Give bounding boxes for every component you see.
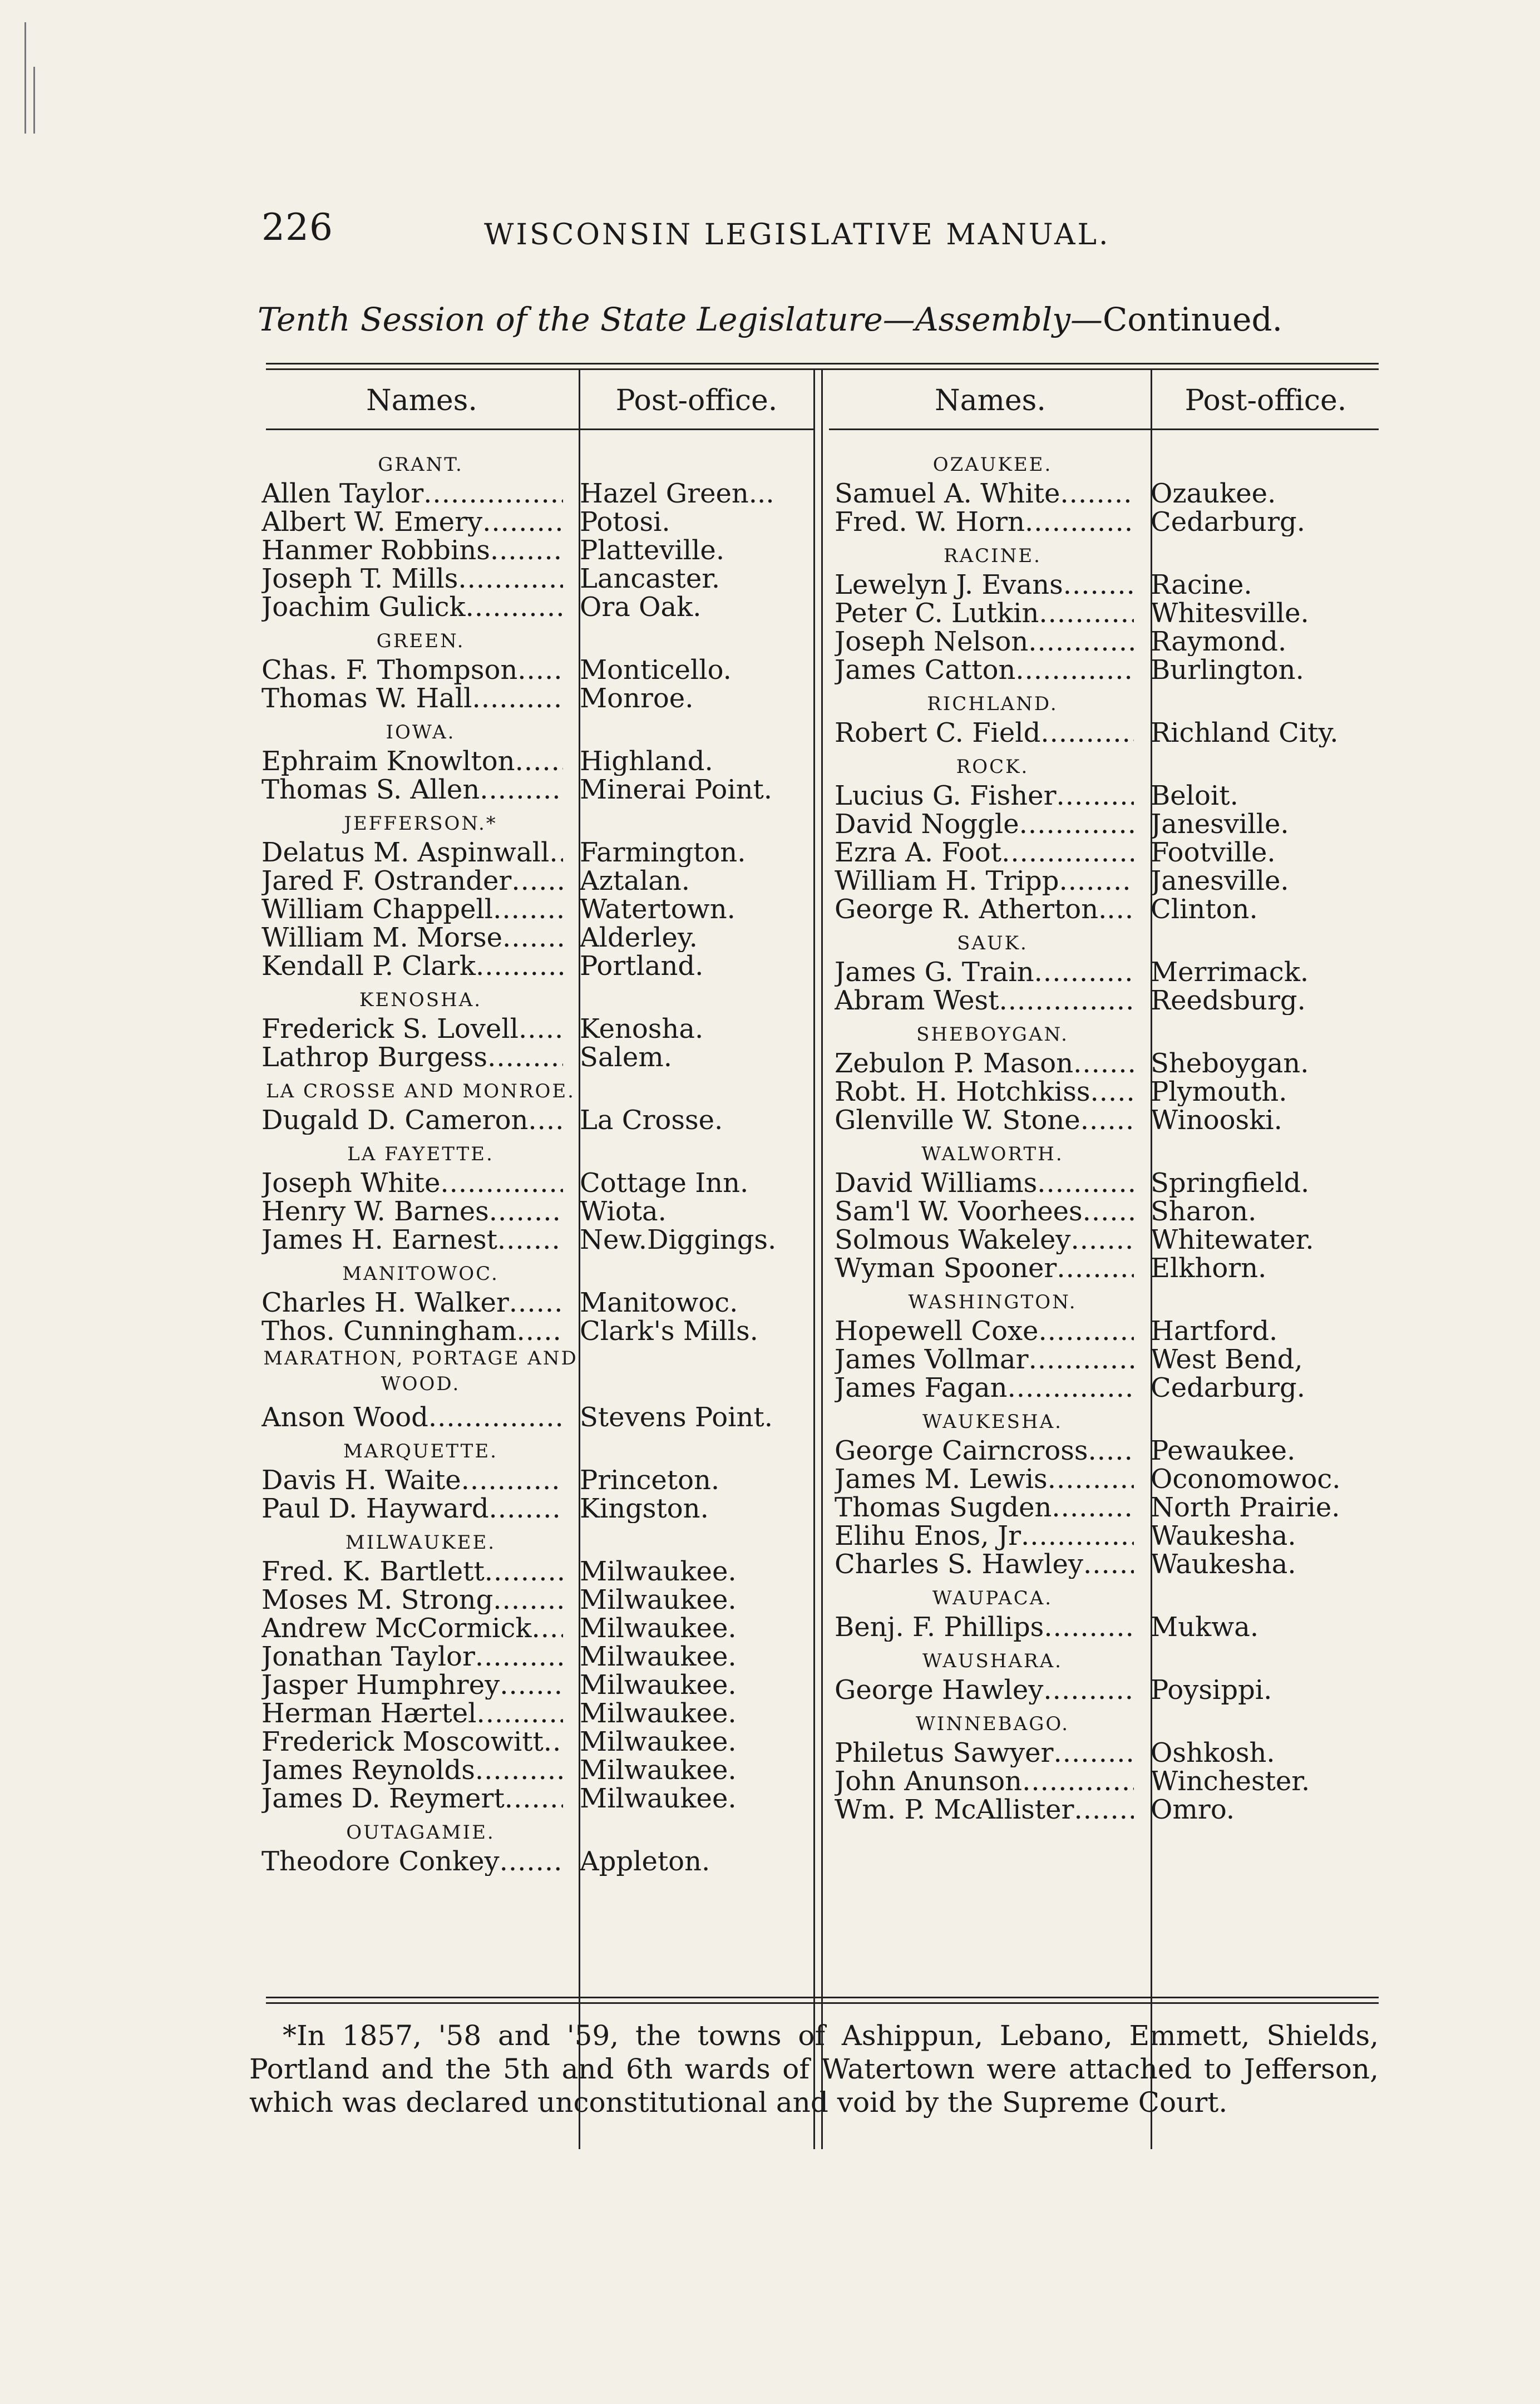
member-name: Glenville W. Stone ..... <box>835 1106 1134 1135</box>
member-name: Peter C. Lutkin ..... <box>835 599 1134 628</box>
table-row <box>261 684 813 713</box>
member-name: George Cairncross ..... <box>835 1437 1134 1465</box>
member-name: Philetus Sawyer ..... <box>835 1739 1134 1767</box>
county-heading: WASHINGTON. <box>908 1291 1077 1313</box>
member-name: Benj. F. Phillips ..... <box>835 1613 1134 1642</box>
member-name: Anson Wood ..... <box>261 1403 563 1432</box>
table-row <box>261 1495 813 1523</box>
member-name: John Anunson ..... <box>835 1767 1134 1796</box>
table-row <box>835 895 1379 924</box>
post-office: Hartford. <box>1151 1317 1278 1346</box>
member-name: Thos. Cunningham ..... <box>261 1317 563 1346</box>
table-row <box>835 1522 1379 1550</box>
post-office: Clark's Mills. <box>580 1317 758 1346</box>
post-office: Oconomowoc. <box>1151 1465 1341 1494</box>
post-office: Monroe. <box>580 684 694 713</box>
county-heading: RACINE. <box>944 545 1042 567</box>
post-office: Burlington. <box>1151 656 1304 684</box>
table-row <box>835 782 1379 810</box>
table-row <box>261 776 813 804</box>
county-heading: SHEBOYGAN. <box>916 1023 1069 1046</box>
table-row <box>261 924 813 952</box>
post-office: Minerai Point. <box>580 776 773 804</box>
post-office: Winchester. <box>1151 1767 1310 1796</box>
county-heading: GREEN. <box>376 630 465 652</box>
member-name: Ezra A. Foot ..... <box>835 839 1134 867</box>
post-office: Sharon. <box>1151 1198 1257 1226</box>
post-office: Springfield. <box>1151 1169 1310 1198</box>
column-rule <box>813 368 815 2149</box>
member-name: Hanmer Robbins ..... <box>261 536 563 565</box>
post-office: Milwaukee. <box>580 1671 737 1699</box>
county-heading: GRANT. <box>378 454 463 476</box>
member-name: Robert C. Field ..... <box>835 719 1134 747</box>
member-name: Jonathan Taylor ..... <box>261 1643 563 1671</box>
post-office: Whitesville. <box>1151 599 1309 628</box>
county-heading: LA CROSSE AND MONROE. <box>266 1080 575 1102</box>
table-row <box>835 1078 1379 1106</box>
member-name: Jared F. Ostrander ..... <box>261 867 563 895</box>
table-row <box>835 1767 1379 1796</box>
member-name: Lewelyn J. Evans ..... <box>835 571 1134 599</box>
post-office: Janesville. <box>1151 867 1289 895</box>
post-office: North Prairie. <box>1151 1494 1340 1522</box>
member-name: James Reynolds ..... <box>261 1756 563 1785</box>
member-name: Samuel A. White ..... <box>835 480 1134 508</box>
table-row <box>261 1756 813 1785</box>
table-row <box>835 1796 1379 1824</box>
county-heading: SAUK. <box>957 932 1028 954</box>
post-office: Oshkosh. <box>1151 1739 1275 1767</box>
table-row <box>261 565 813 593</box>
table-row <box>835 1676 1379 1705</box>
header-names-left: Names. <box>366 384 477 417</box>
county-heading: LA FAYETTE. <box>347 1143 494 1165</box>
post-office: Monticello. <box>580 656 732 684</box>
post-office: La Crosse. <box>580 1106 723 1135</box>
post-office: Waukesha. <box>1151 1550 1296 1579</box>
member-name: William M. Morse ..... <box>261 924 563 952</box>
table-row <box>835 480 1379 508</box>
table-row <box>835 839 1379 867</box>
post-office: West Bend, <box>1151 1346 1303 1374</box>
table-row <box>261 1614 813 1643</box>
member-name: James Catton ..... <box>835 656 1134 684</box>
footnote: *In 1857, '58 and '59, the towns of Ashippun, Lebano, Emmett, Shields, Portland and the 5th and 6th wards of Watertown were attached to Jefferson, which was declared unconstitutional and void by the Supreme Court. <box>249 2019 1379 2119</box>
post-office: Mukwa. <box>1151 1613 1259 1642</box>
table-row <box>835 1346 1379 1374</box>
table-row <box>835 1226 1379 1254</box>
member-name: Davis H. Waite ..... <box>261 1466 563 1495</box>
member-name: James H. Earnest ..... <box>261 1226 563 1254</box>
member-name: Dugald D. Cameron ..... <box>261 1106 563 1135</box>
member-name: Henry W. Barnes ..... <box>261 1198 563 1226</box>
member-name: Solmous Wakeley ..... <box>835 1226 1134 1254</box>
member-name: Fred. K. Bartlett ..... <box>261 1558 563 1586</box>
post-office: Pewaukee. <box>1151 1437 1296 1465</box>
table-row <box>261 480 813 508</box>
table-row <box>835 1550 1379 1579</box>
table-row <box>835 867 1379 895</box>
post-office: Milwaukee. <box>580 1699 737 1728</box>
table-subtitle <box>0 300 1540 338</box>
post-office: Lancaster. <box>580 565 720 593</box>
member-name: Joachim Gulick ..... <box>261 593 563 622</box>
post-office: Cedarburg. <box>1151 1374 1305 1402</box>
county-heading: MARATHON, PORTAGE AND WOOD. <box>263 1347 578 1395</box>
member-name: Robt. H. Hotchkiss ..... <box>835 1078 1134 1106</box>
member-name: James Vollmar ..... <box>835 1346 1134 1374</box>
county-heading: RICHLAND. <box>927 693 1058 715</box>
right-column <box>835 445 1379 1824</box>
table-row <box>835 1739 1379 1767</box>
post-office: Stevens Point. <box>580 1403 773 1432</box>
left-column <box>261 445 813 1876</box>
subtitle-italic: Tenth Session of the State Legislature—Assembly— <box>257 300 1103 338</box>
member-name: Joseph T. Mills ..... <box>261 565 563 593</box>
header-post-left: Post-office. <box>615 384 778 417</box>
table-row <box>835 1317 1379 1346</box>
header-names-right: Names. <box>935 384 1046 417</box>
post-office: Hazel Green... <box>580 480 774 508</box>
post-office: Milwaukee. <box>580 1785 737 1813</box>
column-rule <box>821 368 823 2149</box>
member-name: Fred. W. Horn ..... <box>835 508 1134 536</box>
post-office: Farmington. <box>580 839 746 867</box>
post-office: Merrimack. <box>1151 958 1309 987</box>
table-row <box>261 1106 813 1135</box>
table-row <box>261 536 813 565</box>
post-office: Milwaukee. <box>580 1728 737 1756</box>
table-row <box>835 719 1379 747</box>
post-office: Janesville. <box>1151 810 1289 839</box>
header-post-right: Post-office. <box>1184 384 1347 417</box>
member-name: David Noggle ..... <box>835 810 1134 839</box>
member-name: George Hawley ..... <box>835 1676 1134 1705</box>
member-name: Elihu Enos, Jr ..... <box>835 1522 1134 1550</box>
member-name: James M. Lewis ..... <box>835 1465 1134 1494</box>
post-office: Salem. <box>580 1043 673 1072</box>
table-row <box>835 1169 1379 1198</box>
member-name: James D. Reymert ..... <box>261 1785 563 1813</box>
table-row <box>261 1289 813 1317</box>
header-underline-left <box>266 428 813 430</box>
table-row <box>261 508 813 536</box>
member-name: Frederick S. Lovell ..... <box>261 1015 563 1043</box>
county-heading: MANITOWOC. <box>342 1263 499 1285</box>
table-row <box>261 867 813 895</box>
post-office: Clinton. <box>1151 895 1258 924</box>
member-name: William H. Tripp ..... <box>835 867 1134 895</box>
post-office: Milwaukee. <box>580 1586 737 1614</box>
member-name: Moses M. Strong ..... <box>261 1586 563 1614</box>
table-bottom-rule-2 <box>266 2002 1379 2004</box>
member-name: James Fagan ..... <box>835 1374 1134 1402</box>
table-row <box>261 656 813 684</box>
post-office: Ozaukee. <box>1151 480 1276 508</box>
table-row <box>835 1465 1379 1494</box>
post-office: New.Diggings. <box>580 1226 777 1254</box>
post-office: Sheboygan. <box>1151 1050 1309 1078</box>
table-row <box>261 1728 813 1756</box>
member-name: William Chappell ..... <box>261 895 563 924</box>
county-heading: IOWA. <box>386 721 456 743</box>
post-office: Milwaukee. <box>580 1756 737 1785</box>
post-office: Richland City. <box>1151 719 1339 747</box>
post-office: Elkhorn. <box>1151 1254 1267 1283</box>
page-number: 226 <box>261 206 333 249</box>
member-name: Chas. F. Thompson ..... <box>261 656 563 684</box>
county-heading: KENOSHA. <box>359 989 482 1011</box>
post-office: Winooski. <box>1151 1106 1282 1135</box>
table-row <box>835 1494 1379 1522</box>
post-office: Milwaukee. <box>580 1643 737 1671</box>
table-row <box>835 599 1379 628</box>
table-row <box>261 1043 813 1072</box>
table-row <box>261 1558 813 1586</box>
member-name: Charles S. Hawley ..... <box>835 1550 1134 1579</box>
post-office: Manitowoc. <box>580 1289 738 1317</box>
table-row <box>261 1643 813 1671</box>
table-row <box>835 958 1379 987</box>
table-row <box>261 895 813 924</box>
member-name: George R. Atherton. ..... <box>835 895 1134 924</box>
table-row <box>261 952 813 981</box>
post-office: Omro. <box>1151 1796 1235 1824</box>
table-row <box>261 1015 813 1043</box>
county-heading: MILWAUKEE. <box>345 1531 496 1554</box>
post-office: Poysippi. <box>1151 1676 1272 1705</box>
post-office: Kenosha. <box>580 1015 704 1043</box>
table-row <box>835 1198 1379 1226</box>
member-name: Frederick Moscowitt ..... <box>261 1728 563 1756</box>
table-row <box>261 1226 813 1254</box>
member-name: Zebulon P. Mason ..... <box>835 1050 1134 1078</box>
post-office: Highland. <box>580 747 713 776</box>
member-name: Thomas W. Hall ..... <box>261 684 563 713</box>
post-office: Appleton. <box>580 1848 710 1876</box>
member-name: Albert W. Emery ..... <box>261 508 563 536</box>
post-office: Waukesha. <box>1151 1522 1296 1550</box>
member-name: Charles H. Walker ..... <box>261 1289 563 1317</box>
county-heading: OZAUKEE. <box>932 454 1053 476</box>
member-name: Hopewell Coxe ..... <box>835 1317 1134 1346</box>
post-office: Plymouth. <box>1151 1078 1287 1106</box>
post-office: Kingston. <box>580 1495 709 1523</box>
post-office: Ora Oak. <box>580 593 702 622</box>
table-row <box>261 1699 813 1728</box>
table-row <box>261 1466 813 1495</box>
table-row <box>261 593 813 622</box>
header-underline-right <box>829 428 1379 430</box>
table-row <box>261 1586 813 1614</box>
table-row <box>261 1317 813 1346</box>
member-name: Wm. P. McAllister ..... <box>835 1796 1134 1824</box>
post-office: Milwaukee. <box>580 1558 737 1586</box>
table-row <box>835 987 1379 1015</box>
table-row <box>835 1106 1379 1135</box>
post-office: Platteville. <box>580 536 725 565</box>
table-bottom-rule <box>266 1997 1379 1998</box>
table-top-rule <box>266 363 1379 364</box>
scan-mark <box>33 67 35 134</box>
county-heading: WAUPACA. <box>932 1587 1053 1609</box>
post-office: Alderley. <box>580 924 698 952</box>
table-row <box>261 1785 813 1813</box>
subtitle-continued: Continued. <box>1102 300 1283 338</box>
post-office: Wiota. <box>580 1198 667 1226</box>
county-heading: WINNEBAGO. <box>915 1713 1070 1735</box>
member-name: Allen Taylor ..... <box>261 480 563 508</box>
county-heading: WALWORTH. <box>921 1143 1064 1165</box>
member-name: Abram West ..... <box>835 987 1134 1015</box>
post-office: Portland. <box>580 952 704 981</box>
post-office: Cottage Inn. <box>580 1169 749 1198</box>
county-heading: WAUSHARA. <box>922 1650 1063 1672</box>
table-row <box>835 1050 1379 1078</box>
county-heading: MARQUETTE. <box>343 1440 498 1462</box>
member-name: Joseph White ..... <box>261 1169 563 1198</box>
post-office: Racine. <box>1151 571 1252 599</box>
member-name: Sam'l W. Voorhees ..... <box>835 1198 1134 1226</box>
member-name: Wyman Spooner ..... <box>835 1254 1134 1283</box>
table-row <box>261 1169 813 1198</box>
post-office: Princeton. <box>580 1466 720 1495</box>
member-name: Kendall P. Clark ..... <box>261 952 563 981</box>
member-name: Paul D. Hayward ..... <box>261 1495 563 1523</box>
member-name: James G. Train ..... <box>835 958 1134 987</box>
table-row <box>835 628 1379 656</box>
table-row <box>261 1848 813 1876</box>
member-name: Herman Hærtel ..... <box>261 1699 563 1728</box>
member-name: Delatus M. Aspinwall ..... <box>261 839 563 867</box>
member-name: Lathrop Burgess ..... <box>261 1043 563 1072</box>
scan-mark <box>24 22 26 134</box>
table-row <box>835 1613 1379 1642</box>
table-row <box>261 839 813 867</box>
post-office: Potosi. <box>580 508 670 536</box>
county-heading: ROCK. <box>956 756 1029 778</box>
table-row <box>835 1254 1379 1283</box>
member-name: Jasper Humphrey ..... <box>261 1671 563 1699</box>
post-office: Cedarburg. <box>1151 508 1305 536</box>
post-office: Aztalan. <box>580 867 690 895</box>
table-row <box>261 1671 813 1699</box>
post-office: Raymond. <box>1151 628 1287 656</box>
county-heading: OUTAGAMIE. <box>346 1821 495 1844</box>
member-name: David Williams ..... <box>835 1169 1134 1198</box>
table-row <box>835 656 1379 684</box>
post-office: Reedsburg. <box>1151 987 1306 1015</box>
member-name: Thomas S. Allen ..... <box>261 776 563 804</box>
member-name: Joseph Nelson ..... <box>835 628 1134 656</box>
post-office: Milwaukee. <box>580 1614 737 1643</box>
table-row <box>835 810 1379 839</box>
member-name: Andrew McCormick ..... <box>261 1614 563 1643</box>
member-name: Ephraim Knowlton ..... <box>261 747 563 776</box>
running-head: WISCONSIN LEGISLATIVE MANUAL. <box>484 218 1110 252</box>
member-name: Thomas Sugden ..... <box>835 1494 1134 1522</box>
member-name: Theodore Conkey ..... <box>261 1848 563 1876</box>
table-row <box>835 508 1379 536</box>
county-heading: WAUKESHA. <box>922 1411 1063 1433</box>
table-row <box>835 571 1379 599</box>
post-office: Watertown. <box>580 895 736 924</box>
table-row <box>835 1374 1379 1402</box>
post-office: Beloit. <box>1151 782 1238 810</box>
member-name: Lucius G. Fisher ..... <box>835 782 1134 810</box>
table-row <box>261 1198 813 1226</box>
post-office: Footville. <box>1151 839 1276 867</box>
post-office: Whitewater. <box>1151 1226 1314 1254</box>
table-row <box>835 1437 1379 1465</box>
county-heading: JEFFERSON.* <box>344 812 497 835</box>
table-row <box>261 747 813 776</box>
table-row <box>261 1403 813 1432</box>
